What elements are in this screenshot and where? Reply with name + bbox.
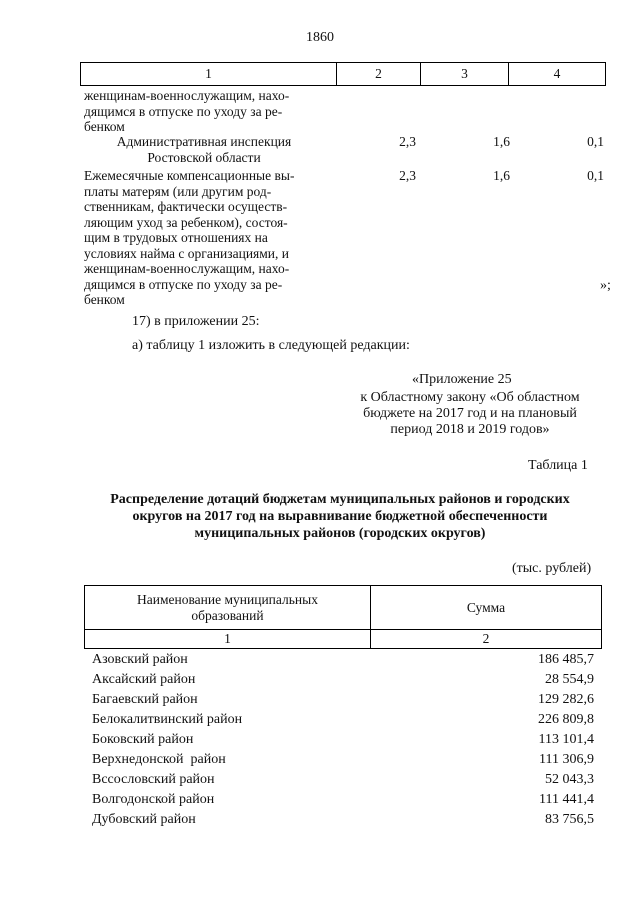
col-name-header: Наименование муниципальных образований (85, 586, 371, 630)
col-2-header: 2 (336, 63, 420, 85)
row-value: 129 282,6 (538, 692, 594, 707)
row-name: Дубовский район (92, 812, 196, 827)
col-sum-number: 2 (482, 631, 490, 647)
table-heading: Распределение дотаций бюджетам муниципальных районов и городских округов на 2017 год на выравнивание бюджетной обеспеченности муниципальных районов (городских округов) (110, 492, 570, 541)
row-admin-inspection-v2: 1,6 (493, 134, 510, 149)
table-row (84, 730, 594, 750)
row-admin-inspection-v1: 2,3 (399, 134, 416, 149)
col-4-header: 4 (508, 63, 605, 85)
row-value: 111 306,9 (539, 752, 594, 767)
row-name: Азовский район (92, 652, 188, 667)
row-admin-inspection-name: Административная инспекция Ростовской области (116, 134, 292, 165)
table-row (84, 710, 594, 730)
table-label: Таблица 1 (528, 458, 588, 473)
col-sum-header: Сумма (371, 586, 601, 630)
continued-table-header (80, 62, 606, 86)
col-name-number: 1 (85, 630, 371, 648)
row-name: Волгодонской район (92, 792, 215, 807)
closing-quote-mark: »; (600, 278, 611, 293)
row-name: Вссословский район (92, 772, 215, 787)
col-1-header: 1 (205, 66, 212, 81)
row-value: 83 756,5 (545, 812, 594, 827)
table-row (84, 750, 594, 770)
appendix-title: «Приложение 25 (412, 372, 512, 387)
row-value: 113 101,4 (538, 732, 594, 747)
row-name: Верхнедонской район (92, 752, 226, 767)
appendix-law-reference: к Областному закону «Об областном бюджете на 2017 год и на плановый период 2018 и 2019 годов» (360, 390, 580, 437)
row-value: 52 043,3 (545, 772, 594, 787)
row-monthly-payments-v1: 2,3 (399, 168, 416, 183)
units-label: (тыс. рублей) (512, 561, 592, 576)
row-value: 28 554,9 (545, 672, 594, 687)
row-name: Аксайский район (92, 672, 196, 687)
row-monthly-payments-v2: 1,6 (493, 168, 510, 183)
row-name: Боковский район (92, 732, 194, 747)
table-row (84, 770, 594, 790)
row-value: 111 441,4 (539, 792, 594, 807)
table-row (84, 810, 594, 830)
row-name: Белокалитвинский район (92, 712, 243, 727)
col-3-header: 3 (420, 63, 508, 85)
row-value: 226 809,8 (538, 712, 594, 727)
continued-row-text: женщинам-военнослужащим, нахо- дящимся в отпуске по уходу за ре- бенком (84, 88, 290, 134)
table-row (84, 790, 594, 810)
row-value: 186 485,7 (538, 652, 594, 667)
row-monthly-payments-v3: 0,1 (587, 168, 604, 183)
paragraph-17: 17) в приложении 25: (132, 314, 260, 329)
paragraph-a: а) таблицу 1 изложить в следующей редакции: (132, 338, 410, 353)
row-name: Багаевский район (92, 692, 198, 707)
table-row (84, 690, 594, 710)
main-table-header (84, 585, 602, 649)
table-row (84, 670, 594, 690)
table-row (84, 650, 594, 670)
row-admin-inspection-v3: 0,1 (587, 134, 604, 149)
row-monthly-payments-name: Ежемесячные компенсационные вы- платы матерям (или другим род- ственникам, фактически осуществ- ляющим уход за ребенком), состоя- щим в трудовых отношениях на условиях найма с организациями, и женщинам-военнослужащим, нахо- дящимся в отпуске по уходу за ре- бенком (84, 168, 295, 307)
page-number: 1860 (306, 30, 334, 45)
